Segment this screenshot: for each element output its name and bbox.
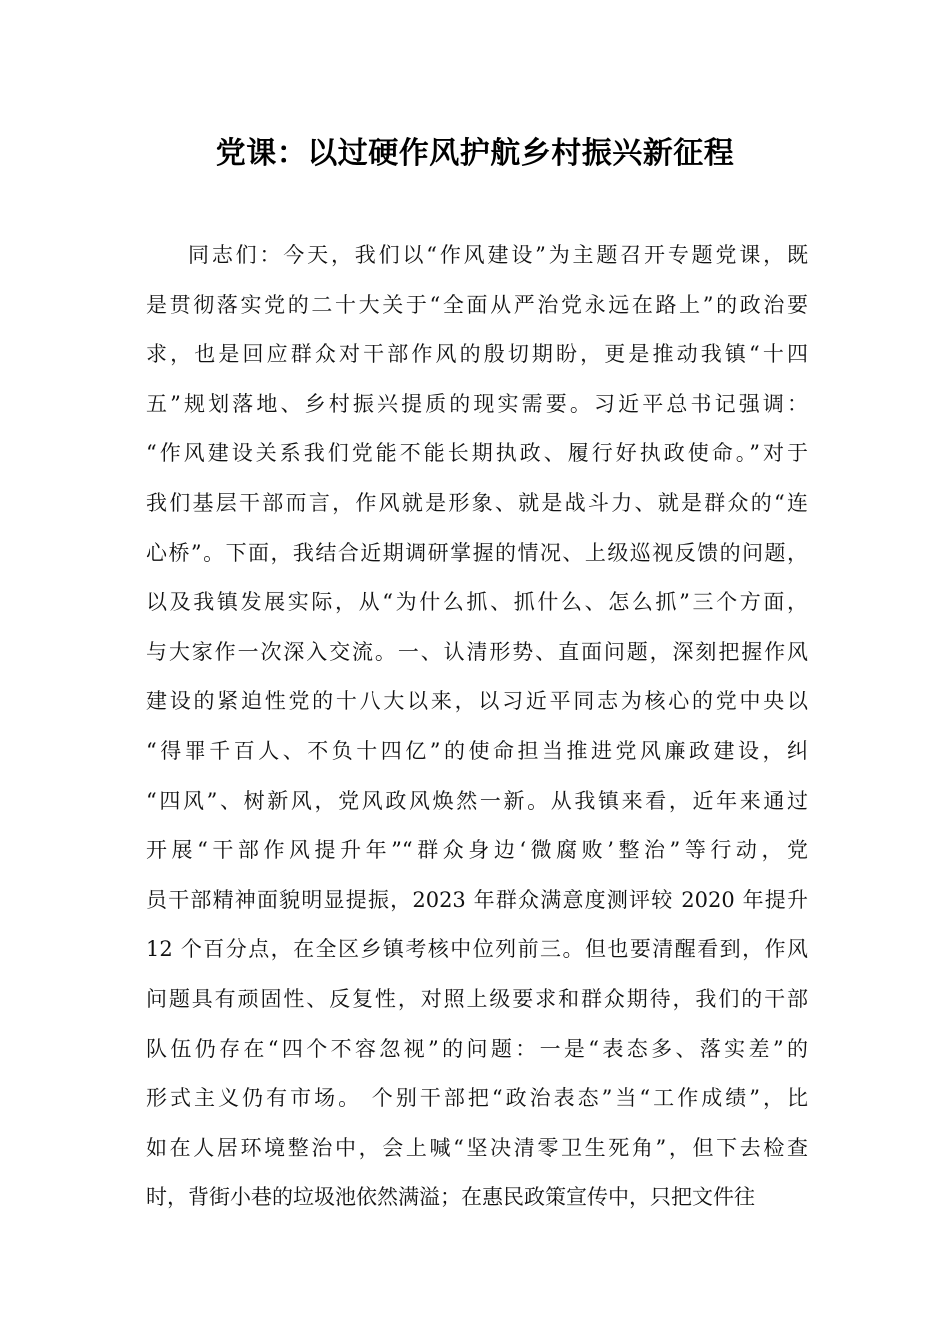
body-line: 队伍仍存在“四个不容忽视”的问题：一是“表态多、落实差”的 — [146, 1036, 808, 1061]
body-line: 问题具有顽固性、反复性，对照上级要求和群众期待，我们的干部 — [146, 986, 808, 1011]
body-line: 求，也是回应群众对干部作风的殷切期盼，更是推动我镇“十四 — [146, 342, 808, 367]
body-line: “四风”、树新风，党风政风焕然一新。从我镇来看，近年来通过 — [146, 788, 808, 813]
body-line: 时，背街小巷的垃圾池依然满溢；在惠民政策宣传中，只把文件往 — [146, 1185, 755, 1210]
body-line: 开展“干部作风提升年”“群众身边‘微腐败’整治”等行动，党 — [146, 838, 808, 863]
body-line: “得罪千百人、不负十四亿”的使命担当推进党风廉政建设，纠 — [146, 738, 808, 763]
body-line: 心桥”。下面，我结合近期调研掌握的情况、上级巡视反馈的问题， — [146, 540, 808, 565]
body-line: 五”规划落地、乡村振兴提质的现实需要。习近平总书记强调： — [146, 391, 808, 416]
body-line: 员干部精神面貌明显提振，2023 年群众满意度测评较 2020 年提升 — [146, 887, 808, 912]
body-line: 12 个百分点，在全区乡镇考核中位列前三。但也要清醒看到，作风 — [146, 937, 808, 962]
body-line: 同志们：今天，我们以“作风建设”为主题召开专题党课，既 — [188, 243, 808, 267]
body-line: 形式主义仍有市场。 个别干部把“政治表态”当“工作成绩”，比 — [146, 1086, 808, 1111]
body-line: 与大家作一次深入交流。一、认清形势、直面问题，深刻把握作风 — [146, 639, 808, 664]
body-line: 以及我镇发展实际，从“为什么抓、抓什么、怎么抓”三个方面， — [146, 590, 808, 615]
body-line: 是贯彻落实党的二十大关于“全面从严治党永远在路上”的政治要 — [146, 292, 808, 317]
body-line: 如在人居环境整治中，会上喊“坚决清零卫生死角”，但下去检查 — [146, 1135, 808, 1160]
document-title: 党课：以过硬作风护航乡村振兴新征程 — [215, 136, 735, 171]
document-body — [146, 231, 808, 1223]
body-line: “作风建设关系我们党能不能长期执政、履行好执政使命。”对于 — [146, 441, 808, 466]
body-line: 我们基层干部而言，作风就是形象、就是战斗力、就是群众的“连 — [146, 490, 808, 515]
body-line: 建设的紧迫性党的十八大以来，以习近平同志为核心的党中央以 — [146, 689, 808, 714]
